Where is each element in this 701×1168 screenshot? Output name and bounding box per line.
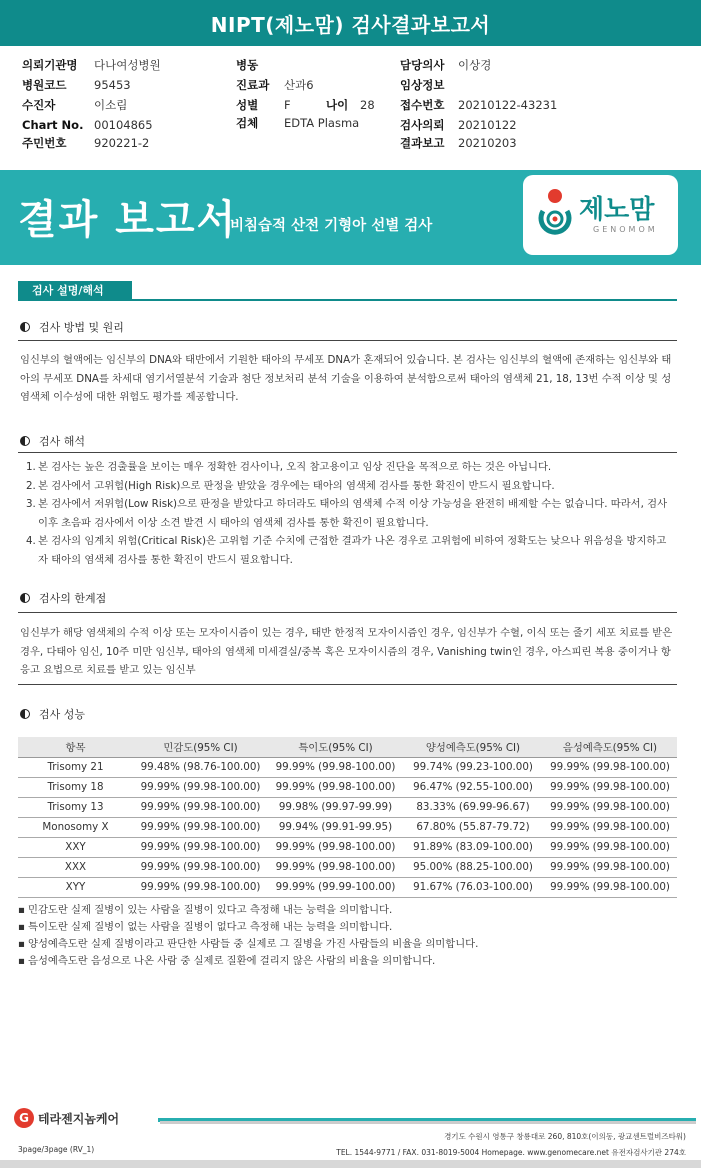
- banner-subtitle: 비침습적 산전 기형아 선별 검사: [230, 218, 433, 234]
- info-label: Chart No.: [22, 118, 84, 132]
- info-label: 검사의뢰: [400, 118, 445, 132]
- info-value: 20210203: [458, 136, 517, 150]
- table-cell: 99.99% (99.98-100.00): [133, 857, 268, 877]
- interpretation-heading-text: 검사 해석: [39, 435, 86, 448]
- table-cell: 99.99% (99.98-100.00): [133, 817, 268, 837]
- methods-heading: [20, 319, 124, 335]
- performance-notes: [18, 902, 678, 970]
- info-label: 접수번호: [400, 98, 445, 112]
- info-value: 00104865: [94, 118, 153, 132]
- logo-korean: 제노맘: [579, 195, 655, 225]
- info-label: 병동: [236, 58, 259, 72]
- table-cell: Trisomy 13: [18, 797, 133, 817]
- limitations-heading: [20, 590, 106, 606]
- table-cell: XYY: [18, 877, 133, 897]
- info-specimen: [236, 114, 359, 132]
- table-row: [18, 797, 677, 817]
- table-cell: 99.99% (99.98-100.00): [268, 757, 403, 777]
- info-label: 수진자: [22, 98, 56, 112]
- methods-heading-text: 검사 방법 및 원리: [39, 321, 124, 334]
- table-cell: 99.99% (99.98-100.00): [543, 877, 677, 897]
- table-cell: 99.99% (99.98-100.00): [268, 837, 403, 857]
- limitations-text: 임신부가 해당 염색체의 수적 이상 또는 모자이시즘이 있는 경우, 태반 한정적 모자이시즘인 경우, 임신부가 수혈, 이식 또는 줄기 세포 치료를 받은 경우, 다태아 임신, 10주 미만 임신부, 태아의 염색체 미세결실/중복 혹은 모자이시즘의 경우, Vanishing twin인 경우, 아스피린 복용 중이거나 항 응고 요법으로 치료를 받고 있는 임신부: [20, 627, 673, 676]
- company-contact: TEL. 1544-9771 / FAX. 031-8019-5004 Homepage. www.genomecare.net 유전자검사기관 274호: [336, 1148, 686, 1157]
- table-cell: 96.47% (92.55-100.00): [403, 777, 543, 797]
- note-text: 민감도란 실제 질병이 있는 사람을 질병이 있다고 측정해 내는 능력을 의미합니다.: [28, 904, 393, 916]
- list-text: 본 검사의 임계치 위험(Critical Risk)은 고위험 기준 수치에 근접한 결과가 나온 경우로 고위험에 비하여 정확도는 낮으나 위음성을 방지하고자 태아의 염색체 검사를 통한 확진이 반드시 필요합니다.: [38, 535, 667, 566]
- info-receipt-no: [400, 96, 557, 114]
- section-divider: [18, 299, 677, 301]
- info-label: 담당의사: [400, 58, 445, 72]
- list-item: [26, 495, 676, 532]
- table-cell: 99.99% (99.98-100.00): [543, 777, 677, 797]
- table-cell: 99.99% (99.99-100.00): [268, 877, 403, 897]
- half-circle-icon: [20, 322, 30, 332]
- table-cell: 99.99% (99.98-100.00): [133, 777, 268, 797]
- bullet-icon: ▪: [18, 904, 25, 916]
- table-row: [18, 877, 677, 897]
- note-item: [18, 919, 678, 936]
- table-cell: 99.99% (99.98-100.00): [543, 817, 677, 837]
- company-logo: [14, 1108, 119, 1128]
- methods-text: 임신부의 혈액에는 임신부의 DNA와 태반에서 기원한 태아의 무세포 DNA가 혼재되어 있습니다. 본 검사는 임신부의 혈액에 존재하는 임신부와 태아의 무세포 DNA를 차세대 염기서열분석 기술과 첨단 정보처리 분석 기술을 이용하여 분석함으로써 태아의 염색체 21, 18, 13번 수적 이상 및 성염색체 이수성에 대한 위험도 평가를 제공합니다.: [20, 354, 672, 403]
- info-label: 의뢰기관명: [22, 58, 78, 72]
- bullet-icon: ▪: [18, 921, 25, 933]
- table-cell: 99.99% (99.98-100.00): [268, 777, 403, 797]
- bullet-icon: ▪: [18, 938, 25, 950]
- note-text: 음성예측도란 음성으로 나온 사람 중 실제로 질환에 걸리지 않은 사람의 비율을 의미합니다.: [28, 955, 436, 967]
- info-value: 95453: [94, 78, 131, 92]
- table-cell: Trisomy 18: [18, 777, 133, 797]
- table-cell: 99.48% (98.76-100.00): [133, 757, 268, 777]
- table-cell: 67.80% (55.87-79.72): [403, 817, 543, 837]
- info-label: 성별: [236, 98, 259, 112]
- info-receiver: [22, 96, 127, 114]
- note-item: [18, 953, 678, 970]
- table-cell: 83.33% (69.99-96.67): [403, 797, 543, 817]
- table-cell: Trisomy 21: [18, 757, 133, 777]
- genomom-logo: [523, 175, 678, 255]
- table-cell: 99.99% (99.98-100.00): [133, 877, 268, 897]
- info-age: [326, 96, 375, 114]
- list-number: 3.: [26, 498, 36, 510]
- list-number: 1.: [26, 461, 36, 473]
- info-department: [236, 76, 314, 94]
- info-value: 이소림: [94, 98, 128, 112]
- column-header: 음성예측도(95% CI): [543, 737, 677, 757]
- info-value: EDTA Plasma: [284, 116, 360, 130]
- performance-table: [18, 737, 677, 898]
- table-cell: 99.99% (99.98-100.00): [268, 857, 403, 877]
- table-cell: 99.94% (99.91-99.95): [268, 817, 403, 837]
- bottom-band: [0, 1160, 701, 1168]
- list-text: 본 검사에서 고위험(High Risk)으로 판정을 받았을 경우에는 태아의 염색체 검사를 통한 확진이 반드시 필요합니다.: [38, 479, 555, 492]
- table-row: [18, 757, 677, 777]
- column-header: 특이도(95% CI): [268, 737, 403, 757]
- half-circle-icon: [20, 593, 30, 603]
- list-item: [26, 532, 676, 569]
- info-value: 다나여성병원: [94, 58, 161, 72]
- column-header: 항목: [18, 737, 133, 757]
- list-text: 본 검사에서 저위험(Low Risk)으로 판정을 받았다고 하더라도 태아의 염색체 수적 이상 가능성을 완전히 배제할 수는 없습니다. 따라서, 검사 이후 초음파 검사에서 이상 소견 발견 시 태아의 염색체 검사를 통한 확진이 필요합니다.: [38, 498, 668, 529]
- table-cell: 99.99% (99.98-100.00): [543, 797, 677, 817]
- info-clinical: [400, 76, 458, 94]
- table-cell: 91.89% (83.09-100.00): [403, 837, 543, 857]
- column-header: 민감도(95% CI): [133, 737, 268, 757]
- info-sex: [236, 96, 291, 114]
- logo-english: GENOMOM: [593, 225, 658, 234]
- report-title: [0, 0, 701, 46]
- table-cell: Monosomy X: [18, 817, 133, 837]
- info-hospital-code: [22, 76, 131, 94]
- result-banner: [0, 170, 701, 265]
- info-value: 920221-2: [94, 136, 150, 150]
- info-request-date: [400, 116, 517, 134]
- table-cell: 99.99% (99.98-100.00): [133, 797, 268, 817]
- list-number: 2.: [26, 479, 36, 492]
- divider: [18, 340, 677, 341]
- info-label: 주민번호: [22, 136, 67, 150]
- company-address-block: [336, 1129, 686, 1161]
- mother-baby-icon: [533, 187, 577, 237]
- table-row: [18, 837, 677, 857]
- info-value: 산과6: [284, 78, 314, 92]
- divider: [18, 684, 677, 685]
- table-cell: XXX: [18, 857, 133, 877]
- table-row: [18, 777, 677, 797]
- column-header: 양성예측도(95% CI): [403, 737, 543, 757]
- company-logo-icon: G: [14, 1108, 34, 1128]
- table-row: [18, 817, 677, 837]
- info-value: 이상경: [458, 58, 492, 72]
- list-item: [26, 477, 676, 496]
- table-row: [18, 857, 677, 877]
- info-value: 20210122-43231: [458, 98, 558, 112]
- divider: [18, 612, 677, 613]
- table-cell: 99.99% (99.98-100.00): [133, 837, 268, 857]
- note-text: 특이도란 실제 질병이 없는 사람을 질병이 없다고 측정해 내는 능력을 의미합니다.: [28, 921, 393, 933]
- banner-title: 결과 보고서: [18, 197, 238, 243]
- info-label: 나이: [326, 98, 349, 112]
- list-item: [26, 458, 676, 477]
- performance-heading-text: 검사 성능: [39, 708, 86, 721]
- table-cell: 95.00% (88.25-100.00): [403, 857, 543, 877]
- info-ward: [236, 56, 284, 74]
- table-header-row: [18, 737, 677, 757]
- info-doctor: [400, 56, 491, 74]
- list-text: 본 검사는 높은 검출률을 보이는 매우 정확한 검사이나, 오직 참고용이고 임상 진단을 목적으로 하는 것은 아닙니다.: [38, 461, 552, 473]
- performance-heading: [20, 706, 85, 722]
- limitations-heading-text: 검사의 한계점: [39, 592, 107, 605]
- table-cell: 99.99% (99.98-100.00): [543, 837, 677, 857]
- company-name: 테라젠지놈케어: [38, 1111, 120, 1126]
- table-cell: 91.67% (76.03-100.00): [403, 877, 543, 897]
- table-cell: 99.98% (99.97-99.99): [268, 797, 403, 817]
- interpretation-heading: [20, 433, 85, 449]
- info-value: 28: [360, 98, 375, 112]
- list-number: 4.: [26, 535, 36, 547]
- interpretation-list: [26, 458, 676, 569]
- info-value: 20210122: [458, 118, 517, 132]
- info-label: 병원코드: [22, 78, 67, 92]
- company-address: 경기도 수원시 영통구 창룡대로 260, 810호(이의동, 광교센트럴비즈타워): [444, 1132, 686, 1141]
- info-label: 진료과: [236, 78, 270, 92]
- info-label: 결과보고: [400, 136, 445, 150]
- table-cell: 99.99% (99.98-100.00): [543, 757, 677, 777]
- table-cell: XXY: [18, 837, 133, 857]
- table-cell: 99.99% (99.98-100.00): [543, 857, 677, 877]
- table-cell: 99.74% (99.23-100.00): [403, 757, 543, 777]
- info-institution: [22, 56, 161, 74]
- page-number: 3page/3page (RV_1): [18, 1145, 95, 1154]
- note-item: [18, 902, 678, 919]
- report-title-text: NIPT(제노맘) 검사결과보고서: [210, 12, 491, 37]
- info-label: 임상정보: [400, 78, 445, 92]
- section-tab: 검사 설명/해석: [18, 281, 132, 300]
- footer-divider-shadow: [160, 1121, 696, 1124]
- info-value: F: [284, 98, 291, 112]
- half-circle-icon: [20, 436, 30, 446]
- info-label: 검체: [236, 116, 259, 130]
- note-text: 양성예측도란 실제 질병이라고 판단한 사람들 중 실제로 그 질병을 가진 사람들의 비율을 의미합니다.: [28, 938, 479, 950]
- bullet-icon: ▪: [18, 955, 25, 967]
- divider: [18, 452, 677, 453]
- half-circle-icon: [20, 709, 30, 719]
- info-chart-no: [22, 116, 153, 134]
- note-item: [18, 936, 678, 953]
- info-resident-no: [22, 134, 149, 152]
- info-report-date: [400, 134, 517, 152]
